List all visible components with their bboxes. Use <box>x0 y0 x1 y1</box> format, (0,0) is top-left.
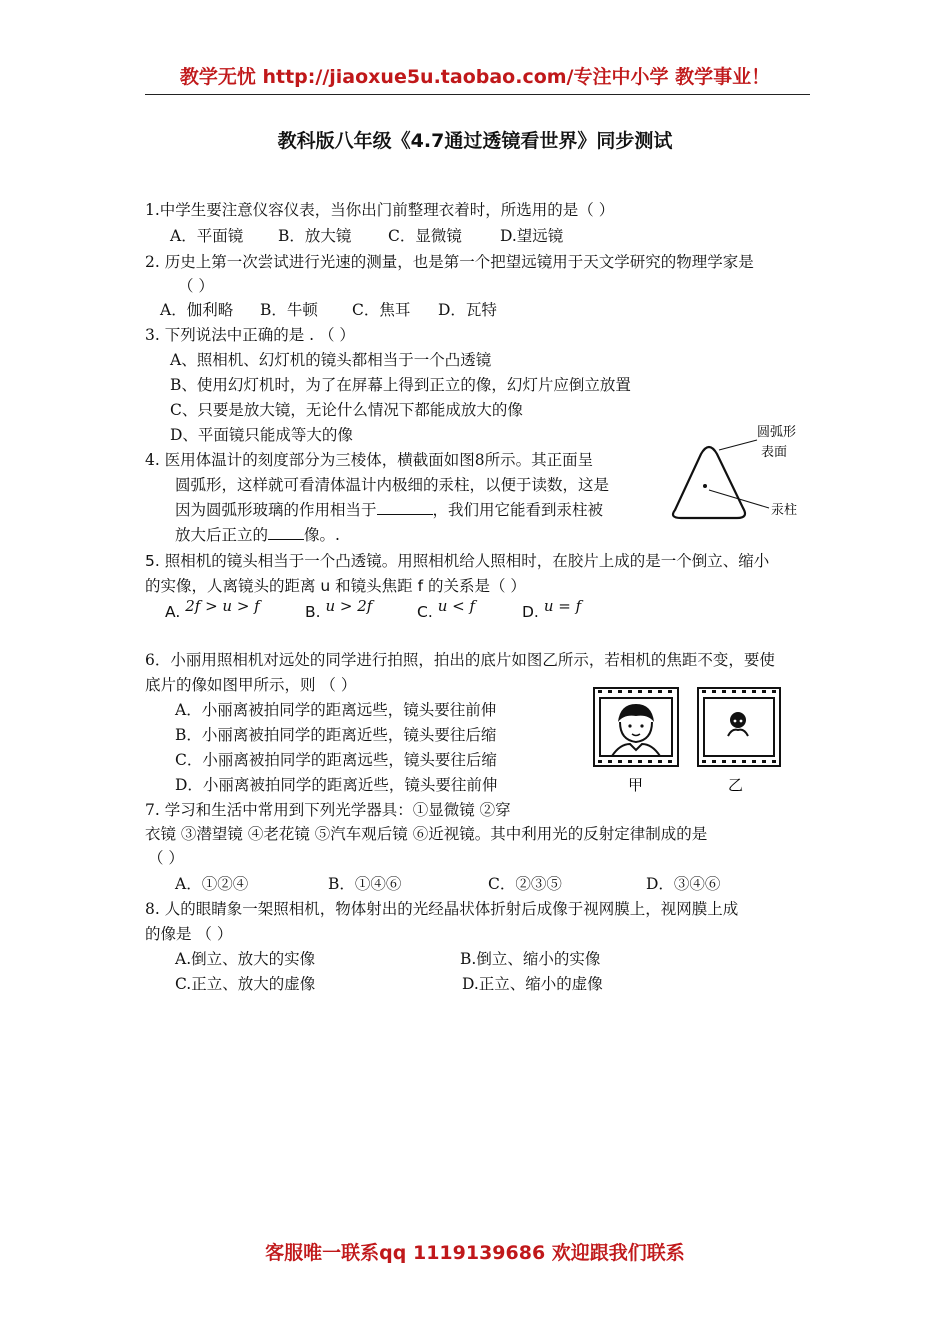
prism-outline <box>673 447 745 518</box>
film-negatives-figure <box>590 686 790 796</box>
arc-surface-pointer <box>719 440 757 450</box>
q4-line-4a: 放大后正立的 <box>175 526 269 544</box>
arc-surface-label-1: 圆弧形 <box>757 425 797 440</box>
mercury-pointer <box>709 490 769 508</box>
q2-option-d: D．瓦特 <box>438 301 497 319</box>
q1-text: 1.中学生要注意仪容仪表，当你出门前整理衣着时，所选用的是（ ） <box>145 201 615 219</box>
q8-option-c: C.正立、放大的虚像 <box>175 975 316 993</box>
film-jia <box>594 688 678 766</box>
q7-line-2: 衣镜 ③潜望镜 ④老花镜 ⑤汽车观后镜 ⑥近视镜。其中利用光的反射定律制成的是 <box>145 825 708 843</box>
q5-option-d-label: D. <box>522 603 539 621</box>
q5-option-c-expr: u < f <box>437 597 476 615</box>
q4-line-3b: ，我们用它能看到汞柱被 <box>432 501 604 519</box>
mercury-label: 汞柱 <box>771 503 798 518</box>
q5-option-b-expr: u > 2f <box>325 597 373 615</box>
header-banner: 教学无忧 http://jiaoxue5u.taobao.com/专注中小学 教学事业！ <box>179 66 771 88</box>
q6-line-2: 底片的像如图甲所示，则 （ ） <box>145 676 357 694</box>
q8-line-1: 8. 人的眼睛象一架照相机，物体射出的光经晶状体折射后成像于视网膜上，视网膜上成 <box>145 900 739 918</box>
film-yi-label: 乙 <box>728 776 744 794</box>
thermometer-cross-section-svg <box>665 422 815 527</box>
q2-bracket: （ ） <box>178 277 214 295</box>
q7-line-3: （ ） <box>148 849 184 867</box>
q3-text: 3. 下列说法中正确的是 . （ ） <box>145 326 355 344</box>
q6-line-1: 6．小丽用照相机对远处的同学进行拍照，拍出的底片如图乙所示，若相机的焦距不变，要使 <box>145 651 775 669</box>
q7-line-1: 7. 学习和生活中常用到下列光学器具：①显微镜 ②穿 <box>145 801 511 819</box>
film-jia-label: 甲 <box>628 776 644 794</box>
q1-option-c: C．显微镜 <box>388 227 462 245</box>
q4-blank-2 <box>268 523 304 540</box>
q8-option-b: B.倒立、缩小的实像 <box>460 950 601 968</box>
q5-line-2: 的实像，人离镜头的距离 u 和镜头焦距 f 的关系是（ ） <box>145 577 526 595</box>
q2-option-c: C．焦耳 <box>352 301 411 319</box>
q6-option-a: A．小丽离被拍同学的距离远些，镜头要往前伸 <box>175 701 497 719</box>
q4-blank-1 <box>377 498 433 515</box>
q6-option-b: B．小丽离被拍同学的距离近些，镜头要往后缩 <box>175 726 497 744</box>
film-yi <box>698 688 780 766</box>
q1-option-a: A．平面镜 <box>170 227 244 245</box>
q6-option-d: D．小丽离被拍同学的距离近些，镜头要往前伸 <box>175 776 498 794</box>
q5-option-d-expr: u = f <box>543 597 582 615</box>
q7-option-c: C．②③⑤ <box>488 875 562 893</box>
q5-option-b-label: B. <box>305 603 321 621</box>
q8-option-a: A.倒立、放大的实像 <box>175 950 316 968</box>
q2-text: 2. 历史上第一次尝试进行光速的测量，也是第一个把望远镜用于天文学研究的物理学家是 <box>145 253 754 271</box>
q5-option-c <box>417 597 522 625</box>
q7-option-d: D．③④⑥ <box>646 875 721 893</box>
q4-line-4b: 像。. <box>304 526 340 544</box>
q6-option-c: C．小丽离被拍同学的距离远些，镜头要往后缩 <box>175 751 497 769</box>
q7-option-b: B．①④⑥ <box>328 875 402 893</box>
q5-option-c-label: C. <box>417 603 433 621</box>
q3-option-a: A、照相机、幻灯机的镜头都相当于一个凸透镜 <box>170 351 492 369</box>
yi-head <box>730 712 746 728</box>
mercury-column-dot <box>703 484 707 488</box>
q8-line-2: 的像是 （ ） <box>145 925 233 943</box>
q8-option-d: D.正立、缩小的虚像 <box>462 975 603 993</box>
q2-option-b: B．牛顿 <box>260 301 318 319</box>
q3-option-d: D、平面镜只能成等大的像 <box>170 426 353 444</box>
q7-option-a: A．①②④ <box>175 875 249 893</box>
page-title: 教科版八年级《4.7通过透镜看世界》同步测试 <box>277 130 673 152</box>
q5-line-1: 5. 照相机的镜头相当于一个凸透镜。用照相机给人照相时，在胶片上成的是一个倒立、缩小 <box>145 552 770 570</box>
q4-line-4 <box>175 523 340 548</box>
q5-option-d <box>522 597 582 625</box>
q1-options <box>170 224 563 249</box>
thermometer-cross-section-figure <box>665 422 815 527</box>
q3-option-b: B、使用幻灯机时，为了在屏幕上得到正立的像，幻灯片应倒立放置 <box>170 376 631 394</box>
q1-option-b: B．放大镜 <box>278 227 352 245</box>
q5-option-a-expr: 2f > u > f <box>185 597 260 615</box>
q4-line-1: 4. 医用体温计的刻度部分为三棱体，横截面如图8所示。其正面呈 <box>145 451 594 469</box>
q4-line-2: 圆弧形，这样就可看清体温计内极细的汞柱，以便于读数，这是 <box>175 476 610 494</box>
arc-surface-label-2: 表面 <box>761 445 788 460</box>
q2-options <box>160 298 497 323</box>
film-negatives-svg <box>590 686 790 796</box>
q5-option-a-label: A. <box>165 603 181 621</box>
q5-option-a <box>165 597 305 625</box>
q7-options <box>175 872 720 897</box>
footer-contact: 客服唯一联系qq 1119139686 欢迎跟我们联系 <box>265 1242 685 1264</box>
q5-options <box>165 597 582 625</box>
q2-option-a: A．伽利略 <box>160 301 234 319</box>
q4-line-3a: 因为圆弧形玻璃的作用相当于 <box>175 501 377 519</box>
q1-option-d: D.望远镜 <box>500 227 564 245</box>
q4-line-3 <box>175 498 603 523</box>
q3-option-c: C、只要是放大镜，无论什么情况下都能成放大的像 <box>170 401 523 419</box>
q5-option-b <box>305 597 417 625</box>
header-rule <box>145 94 810 95</box>
